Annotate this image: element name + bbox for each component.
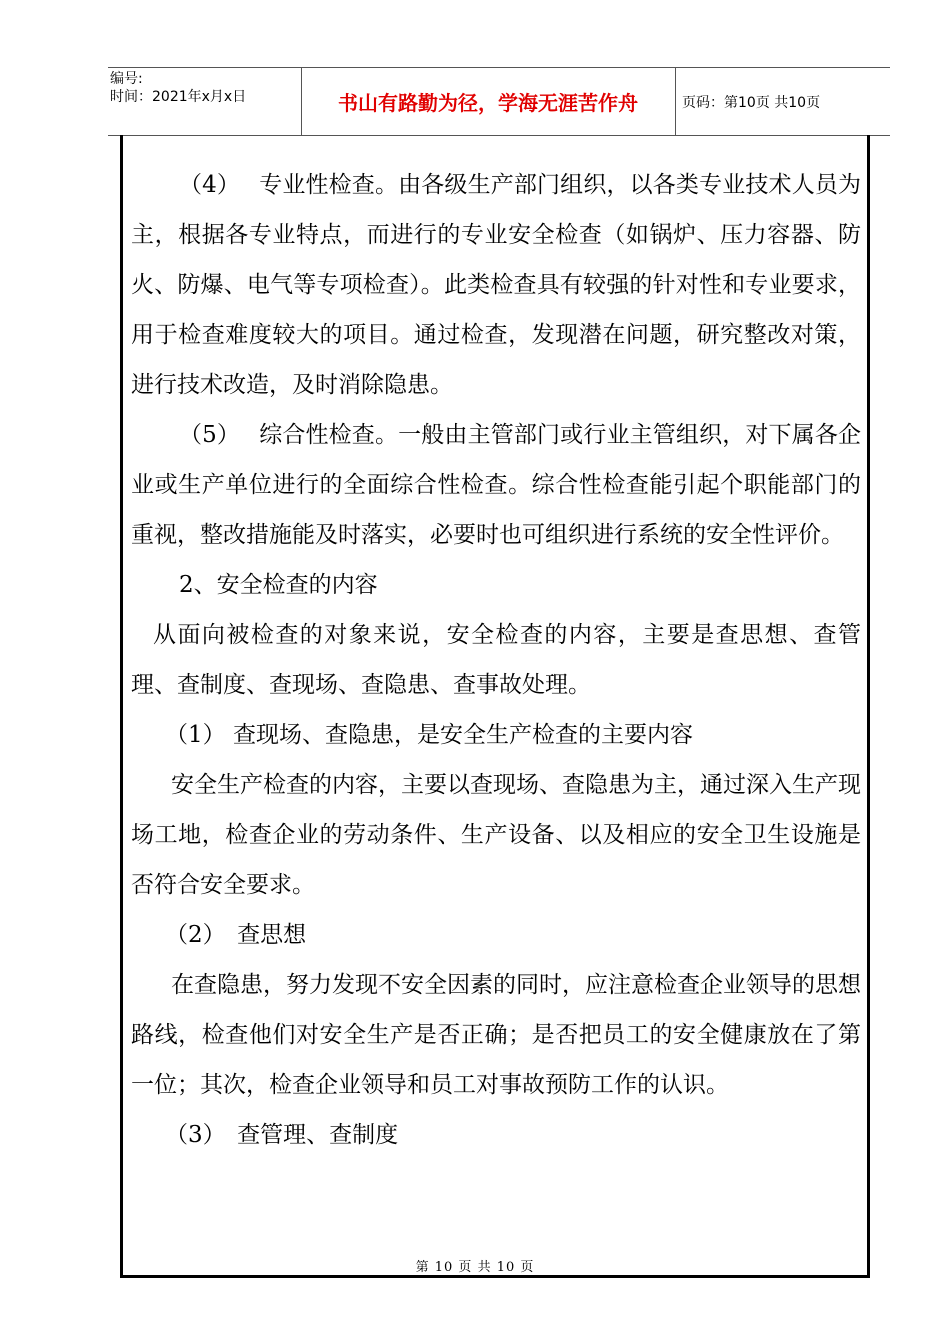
paragraph-item-5: （5） 综合性检查。一般由主管部门或行业主管组织，对下属各企业或生产单位进行的全面综合性检查。综合性检查能引起个职能部门的重视，整改措施能及时落实，必要时也可组织进行系统的安全性评价。 [131, 422, 861, 548]
paragraph-item-4: （4） 专业性检查。由各级生产部门组织，以各类专业技术人员为主，根据各专业特点，而进行的专业安全检查（如锅炉、压力容器、防火、防爆、电气等专项检查）。此类检查具有较强的针对性和专业要求，用于检查难度较大的项目。通过检查，发现潜在问题，研究整改对策，进行技术改造，及时消除隐患。 [131, 172, 861, 398]
subheading-2: （2） 查思想 [165, 922, 307, 948]
paragraph-intro: 从面向被检查的对象来说，安全检查的内容，主要是查思想、查管理、查制度、查现场、查隐患、查事故处理。 [131, 622, 861, 698]
paragraph-2: 在查隐患，努力发现不安全因素的同时，应注意检查企业领导的思想路线，检查他们对安全生产是否正确；是否把员工的安全健康放在了第一位；其次，检查企业领导和员工对事故预防工作的认识。 [131, 972, 861, 1098]
header-meta [110, 70, 300, 106]
time-label: 时间：2021年x月x日 [110, 89, 247, 105]
paragraph-1: 安全生产检查的内容，主要以查现场、查隐患为主，通过深入生产现场工地，检查企业的劳动条件、生产设备、以及相应的安全卫生设施是否符合安全要求。 [131, 772, 861, 898]
header-divider-right [675, 67, 676, 135]
section-heading: 2、安全检查的内容 [179, 572, 378, 598]
header-page-info: 页码：第10页 共10页 [682, 95, 821, 111]
body-text [131, 160, 861, 1160]
number-label: 编号: [110, 71, 143, 87]
page-footer: 第 10 页 共 10 页 [415, 1260, 535, 1275]
subheading-3: （3） 查管理、查制度 [165, 1122, 399, 1148]
header-motto: 书山有路勤为径，学海无涯苦作舟 [338, 90, 638, 115]
subheading-1: （1） 查现场、查隐患，是安全生产检查的主要内容 [165, 722, 693, 748]
